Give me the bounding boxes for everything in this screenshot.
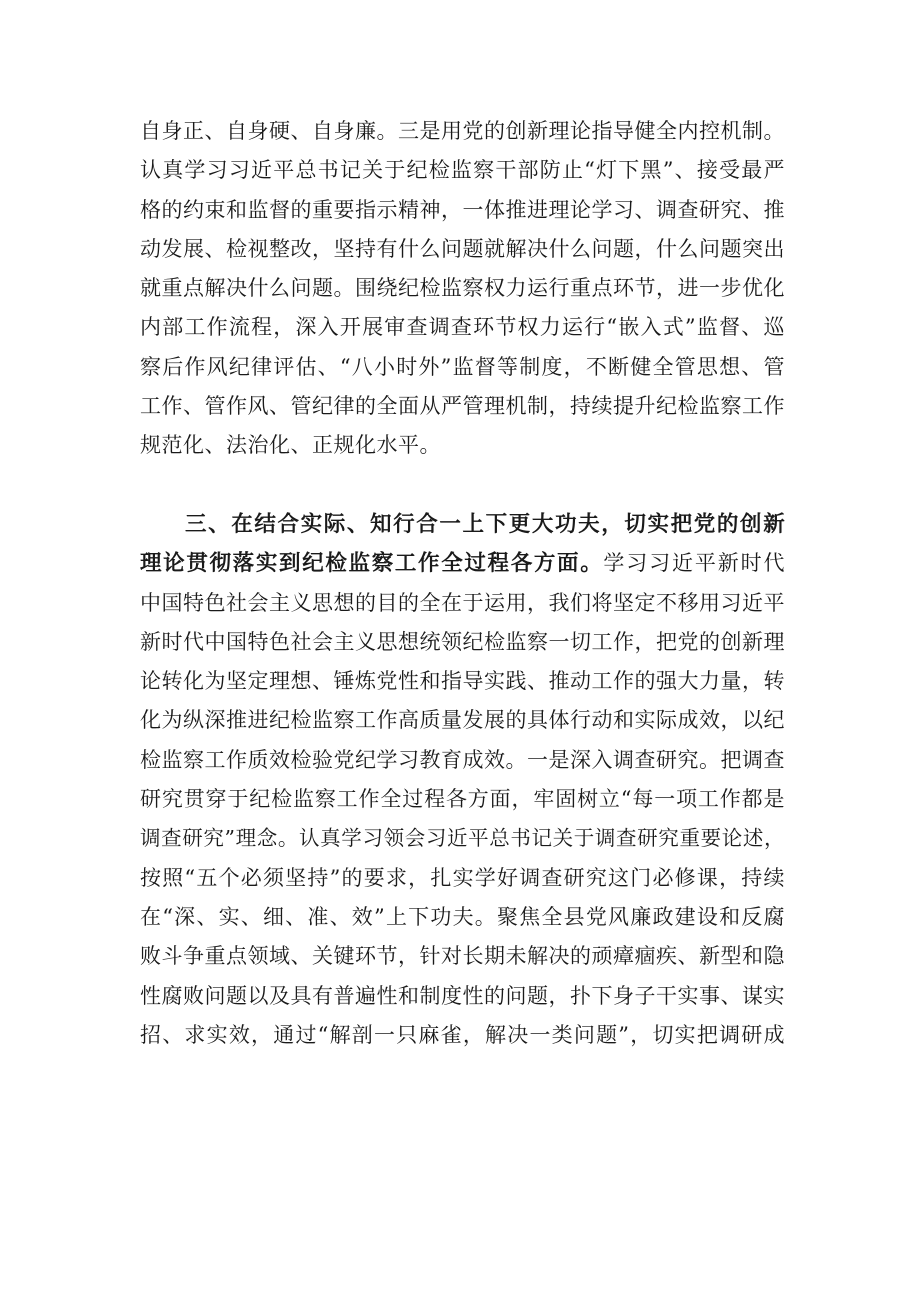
paragraph-2 (140, 505, 785, 1055)
paragraph-1 (140, 112, 785, 466)
text-line: 内部工作流程，深入开展审查调查环节权力运行“嵌入式”监督、巡 (140, 315, 785, 340)
text-line (140, 544, 785, 583)
text-line: 败斗争重点领域、关键环节，针对长期未解决的顽瘴痼疾、新型和隐 (140, 944, 785, 969)
text-line: 按照“五个必须坚持”的要求，扎实学好调查研究这门必修课，持续 (140, 865, 785, 890)
text-line: 就重点解决什么问题。围绕纪检监察权力运行重点环节，进一步优化 (140, 276, 785, 301)
text-line: 性腐败问题以及具有普遍性和制度性的问题，扑下身子干实事、谋实 (140, 983, 785, 1008)
text-line: 研究贯穿于纪检监察工作全过程各方面，牢固树立“每一项工作都是 (140, 787, 785, 812)
text-line: 化为纵深推进纪检监察工作高质量发展的具体行动和实际成效，以纪 (140, 708, 785, 733)
section-heading: 三、在结合实际、知行合一上下更大功夫，切实把党的创新 (185, 512, 785, 537)
text-line: 中国特色社会主义思想的目的全在于运用，我们将坚定不移用习近平 (140, 590, 785, 615)
section-heading-continued: 理论贯彻落实到纪检监察工作全过程各方面。 (140, 551, 604, 577)
text-line: 察后作风纪律评估、“八小时外”监督等制度，不断健全管思想、管 (140, 354, 785, 379)
text-line: 招、求实效，通过“解剖一只麻雀，解决一类问题”，切实把调研成 (140, 1022, 785, 1047)
text-line: 自身正、自身硬、自身廉。三是用党的创新理论指导健全内控机制。 (140, 119, 785, 143)
text-line: 新时代中国特色社会主义思想统领纪检监察一切工作，把党的创新理 (140, 629, 785, 654)
text-line: 论转化为坚定理想、锤炼党性和指导实践、推动工作的强大力量，转 (140, 669, 785, 694)
text-line: 工作、管作风、管纪律的全面从严管理机制，持续提升纪检监察工作 (140, 394, 785, 419)
text-line: 在“深、实、细、准、效”上下功夫。聚焦全县党风廉政建设和反腐 (140, 904, 785, 929)
text-line: 认真学习习近平总书记关于纪检监察干部防止“灯下黑”、接受最严 (140, 158, 785, 183)
text-line: 动发展、检视整改，坚持有什么问题就解决什么问题，什么问题突出 (140, 236, 785, 261)
text-line: 格的约束和监督的重要指示精神，一体推进理论学习、调查研究、推 (140, 197, 785, 222)
text-line: 调查研究”理念。认真学习领会习近平总书记关于调查研究重要论述， (140, 826, 785, 851)
text-line: 检监察工作质效检验党纪学习教育成效。一是深入调查研究。把调查 (140, 747, 785, 772)
text-segment: 学习习近平新时代 (603, 551, 785, 576)
text-line: 规范化、法治化、正规化水平。 (140, 433, 441, 458)
